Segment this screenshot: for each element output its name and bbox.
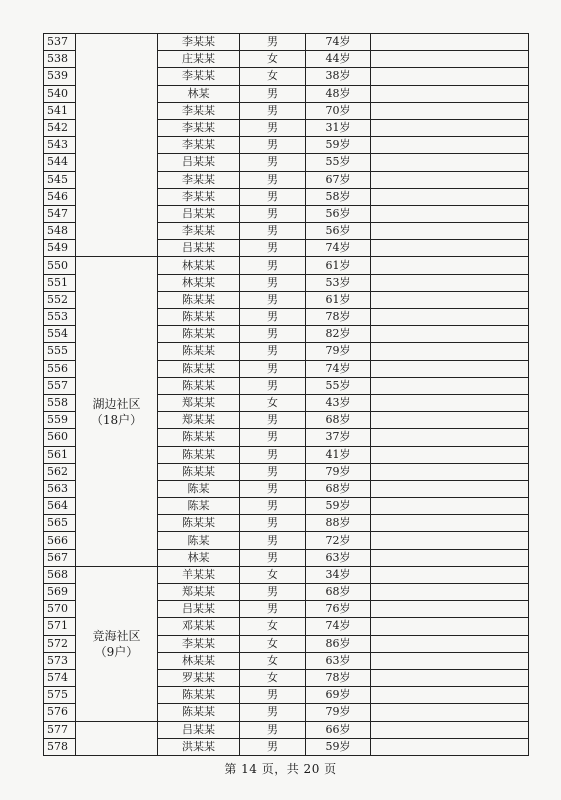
remarks-cell [371,738,529,755]
gender: 男 [240,446,306,463]
gender: 男 [240,137,306,154]
remarks-cell [371,102,529,119]
person-name: 陈某某 [158,291,240,308]
gender: 男 [240,309,306,326]
person-name: 李某某 [158,635,240,652]
person-name: 陈某 [158,532,240,549]
gender: 男 [240,291,306,308]
person-name: 李某某 [158,34,240,51]
gender: 男 [240,205,306,222]
age: 55岁 [306,377,371,394]
person-name: 李某某 [158,68,240,85]
age: 44岁 [306,51,371,68]
row-number: 544 [44,154,76,171]
row-number: 553 [44,309,76,326]
person-name: 陈某某 [158,429,240,446]
row-number: 572 [44,635,76,652]
community-cell [76,566,158,721]
age: 70岁 [306,102,371,119]
gender: 男 [240,257,306,274]
remarks-cell [371,188,529,205]
person-name: 郑某某 [158,584,240,601]
gender: 男 [240,498,306,515]
person-name: 羊某某 [158,566,240,583]
row-number: 549 [44,240,76,257]
row-number: 570 [44,601,76,618]
person-name: 李某某 [158,188,240,205]
row-number: 556 [44,360,76,377]
gender: 男 [240,515,306,532]
gender: 男 [240,240,306,257]
row-number: 561 [44,446,76,463]
household-count: （9户） [94,644,139,659]
age: 72岁 [306,532,371,549]
remarks-cell [371,343,529,360]
age: 68岁 [306,480,371,497]
remarks-cell [371,480,529,497]
age: 86岁 [306,635,371,652]
row-number: 575 [44,687,76,704]
resident-table-body [44,34,529,756]
person-name: 邓某某 [158,618,240,635]
gender: 男 [240,549,306,566]
row-number: 543 [44,137,76,154]
person-name: 吕某某 [158,721,240,738]
remarks-cell [371,205,529,222]
person-name: 陈某某 [158,377,240,394]
remarks-cell [371,274,529,291]
age: 74岁 [306,360,371,377]
gender: 男 [240,326,306,343]
remarks-cell [371,549,529,566]
age: 63岁 [306,652,371,669]
age: 82岁 [306,326,371,343]
person-name: 庄某某 [158,51,240,68]
table-row [44,721,529,738]
gender: 男 [240,188,306,205]
resident-table [43,33,529,756]
remarks-cell [371,515,529,532]
age: 34岁 [306,566,371,583]
person-name: 林某某 [158,274,240,291]
table-row [44,257,529,274]
row-number: 546 [44,188,76,205]
gender: 男 [240,601,306,618]
gender: 男 [240,429,306,446]
gender: 男 [240,102,306,119]
row-number: 577 [44,721,76,738]
row-number: 539 [44,68,76,85]
age: 31岁 [306,119,371,136]
person-name: 郑某某 [158,412,240,429]
age: 76岁 [306,601,371,618]
community-cell [76,721,158,755]
person-name: 吕某某 [158,154,240,171]
person-name: 吕某某 [158,601,240,618]
row-number: 562 [44,463,76,480]
gender: 女 [240,652,306,669]
gender: 女 [240,618,306,635]
row-number: 564 [44,498,76,515]
row-number: 555 [44,343,76,360]
table-row [44,34,529,51]
age: 67岁 [306,171,371,188]
community-name: 竞海社区 [92,628,141,643]
gender: 男 [240,171,306,188]
gender: 男 [240,584,306,601]
remarks-cell [371,687,529,704]
age: 79岁 [306,463,371,480]
remarks-cell [371,394,529,411]
remarks-cell [371,360,529,377]
person-name: 陈某某 [158,687,240,704]
row-number: 573 [44,652,76,669]
row-number: 545 [44,171,76,188]
row-number: 540 [44,85,76,102]
age: 88岁 [306,515,371,532]
person-name: 陈某 [158,480,240,497]
remarks-cell [371,291,529,308]
person-name: 林某某 [158,652,240,669]
row-number: 550 [44,257,76,274]
age: 74岁 [306,618,371,635]
person-name: 陈某某 [158,309,240,326]
remarks-cell [371,171,529,188]
row-number: 563 [44,480,76,497]
age: 63岁 [306,549,371,566]
person-name: 陈某某 [158,360,240,377]
gender: 男 [240,532,306,549]
community-cell [76,34,158,257]
person-name: 林某 [158,85,240,102]
gender: 女 [240,669,306,686]
gender: 女 [240,635,306,652]
row-number: 571 [44,618,76,635]
person-name: 李某某 [158,171,240,188]
age: 79岁 [306,704,371,721]
remarks-cell [371,584,529,601]
person-name: 陈某某 [158,515,240,532]
remarks-cell [371,137,529,154]
gender: 男 [240,738,306,755]
row-number: 538 [44,51,76,68]
gender: 男 [240,119,306,136]
row-number: 551 [44,274,76,291]
age: 74岁 [306,34,371,51]
age: 61岁 [306,257,371,274]
person-name: 陈某某 [158,326,240,343]
gender: 女 [240,51,306,68]
page-footer: 第 14 页，共 20 页 [224,762,337,776]
age: 79岁 [306,343,371,360]
age: 61岁 [306,291,371,308]
remarks-cell [371,377,529,394]
remarks-cell [371,154,529,171]
age: 68岁 [306,412,371,429]
gender: 男 [240,721,306,738]
person-name: 吕某某 [158,205,240,222]
age: 68岁 [306,584,371,601]
row-number: 576 [44,704,76,721]
row-number: 557 [44,377,76,394]
person-name: 李某某 [158,102,240,119]
person-name: 陈某 [158,498,240,515]
row-number: 537 [44,34,76,51]
remarks-cell [371,721,529,738]
remarks-cell [371,498,529,515]
remarks-cell [371,601,529,618]
table-row [44,566,529,583]
remarks-cell [371,85,529,102]
row-number: 568 [44,566,76,583]
remarks-cell [371,532,529,549]
remarks-cell [371,652,529,669]
person-name: 林某某 [158,257,240,274]
person-name: 吕某某 [158,240,240,257]
age: 56岁 [306,223,371,240]
gender: 男 [240,343,306,360]
remarks-cell [371,429,529,446]
remarks-cell [371,257,529,274]
age: 48岁 [306,85,371,102]
age: 59岁 [306,738,371,755]
row-number: 554 [44,326,76,343]
person-name: 洪某某 [158,738,240,755]
gender: 男 [240,34,306,51]
remarks-cell [371,119,529,136]
person-name: 李某某 [158,119,240,136]
gender: 男 [240,377,306,394]
row-number: 567 [44,549,76,566]
remarks-cell [371,68,529,85]
row-number: 558 [44,394,76,411]
row-number: 542 [44,119,76,136]
age: 78岁 [306,309,371,326]
person-name: 陈某某 [158,343,240,360]
remarks-cell [371,566,529,583]
remarks-cell [371,446,529,463]
person-name: 李某某 [158,137,240,154]
age: 59岁 [306,498,371,515]
row-number: 566 [44,532,76,549]
remarks-cell [371,51,529,68]
age: 69岁 [306,687,371,704]
row-number: 574 [44,669,76,686]
row-number: 541 [44,102,76,119]
remarks-cell [371,240,529,257]
gender: 女 [240,394,306,411]
gender: 男 [240,687,306,704]
person-name: 李某某 [158,223,240,240]
gender: 男 [240,360,306,377]
age: 56岁 [306,205,371,222]
gender: 男 [240,704,306,721]
remarks-cell [371,618,529,635]
person-name: 陈某某 [158,446,240,463]
age: 59岁 [306,137,371,154]
remarks-cell [371,223,529,240]
community-name: 湖边社区 [92,396,141,411]
row-number: 559 [44,412,76,429]
remarks-cell [371,669,529,686]
person-name: 罗某某 [158,669,240,686]
person-name: 郑某某 [158,394,240,411]
gender: 女 [240,566,306,583]
age: 66岁 [306,721,371,738]
gender: 男 [240,412,306,429]
gender: 男 [240,274,306,291]
age: 55岁 [306,154,371,171]
person-name: 陈某某 [158,463,240,480]
person-name: 林某 [158,549,240,566]
age: 74岁 [306,240,371,257]
row-number: 552 [44,291,76,308]
person-name: 陈某某 [158,704,240,721]
gender: 男 [240,85,306,102]
remarks-cell [371,635,529,652]
age: 53岁 [306,274,371,291]
age: 43岁 [306,394,371,411]
row-number: 560 [44,429,76,446]
row-number: 547 [44,205,76,222]
age: 58岁 [306,188,371,205]
row-number: 569 [44,584,76,601]
gender: 男 [240,463,306,480]
row-number: 578 [44,738,76,755]
row-number: 565 [44,515,76,532]
household-count: （18户） [90,412,143,427]
gender: 男 [240,480,306,497]
remarks-cell [371,34,529,51]
remarks-cell [371,463,529,480]
age: 78岁 [306,669,371,686]
remarks-cell [371,412,529,429]
remarks-cell [371,309,529,326]
age: 41岁 [306,446,371,463]
community-cell [76,257,158,566]
remarks-cell [371,326,529,343]
gender: 男 [240,223,306,240]
remarks-cell [371,704,529,721]
gender: 女 [240,68,306,85]
row-number: 548 [44,223,76,240]
gender: 男 [240,154,306,171]
age: 37岁 [306,429,371,446]
age: 38岁 [306,68,371,85]
